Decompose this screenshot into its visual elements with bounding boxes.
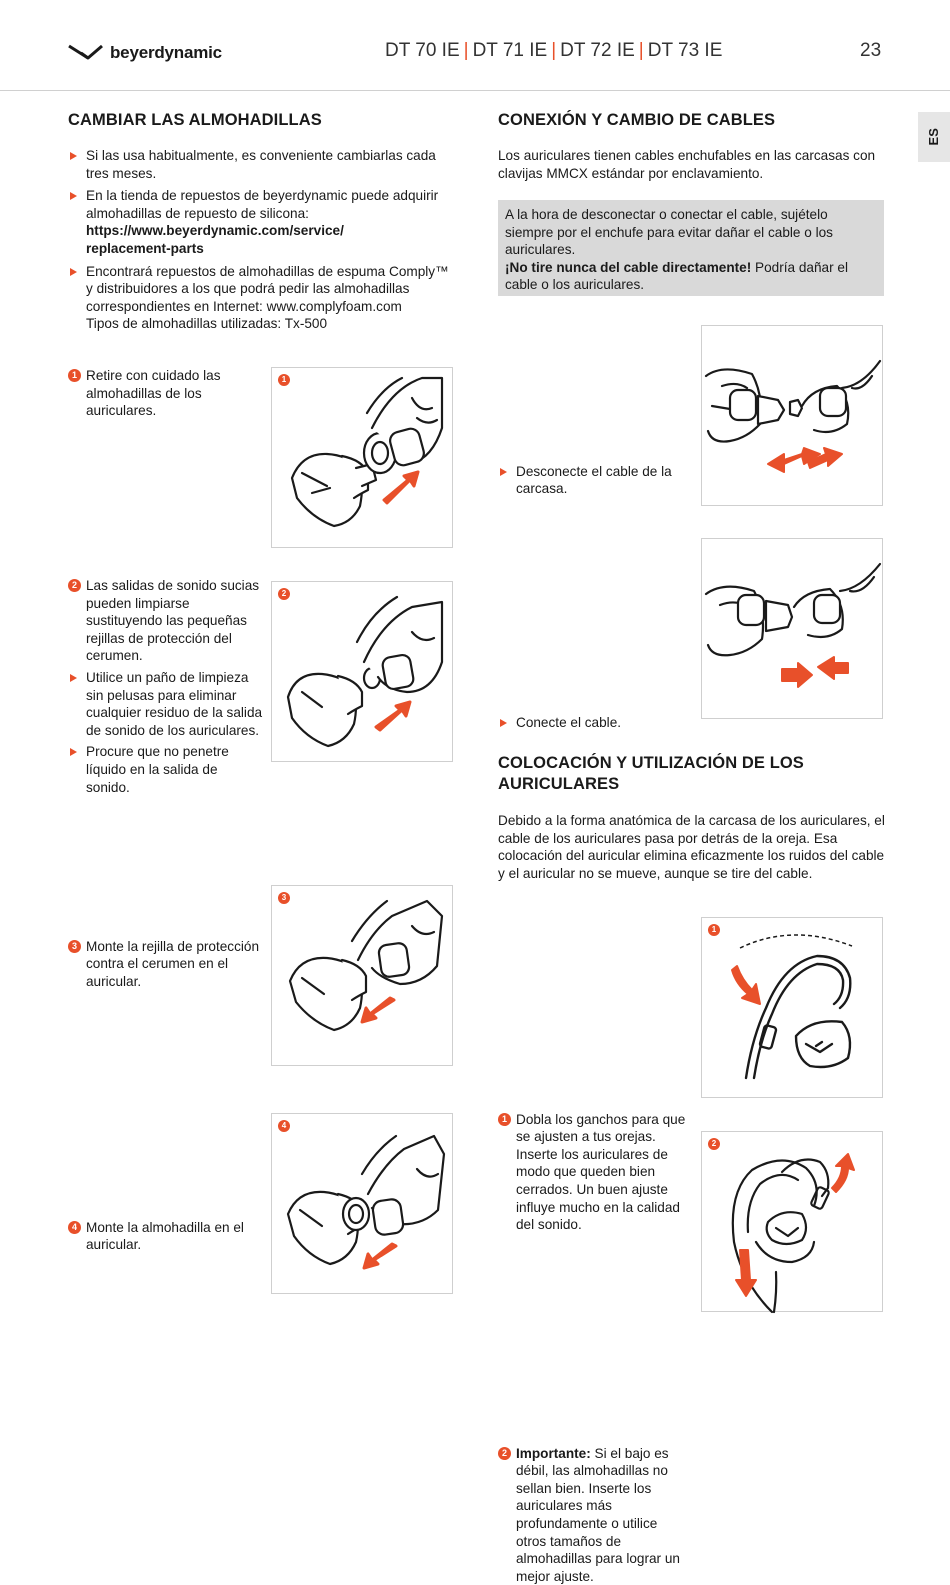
- brand-name: beyerdynamic: [110, 43, 222, 63]
- bullet-text: Desconecte el cable de la carcasa.: [516, 463, 672, 497]
- step-text: Monte la almohadilla en el auricular.: [86, 1219, 244, 1253]
- section-title-fitting: COLOCACIÓN Y UTILIZACIÓN DE LOS AURICULARES: [498, 754, 804, 793]
- section-title-ear-tips: CAMBIAR LAS ALMOHADILLAS: [68, 111, 322, 129]
- step-1: [68, 367, 258, 420]
- figure-bend-hooks: [701, 917, 883, 1098]
- language-tab: [918, 112, 950, 162]
- step-text: Monte la rejilla de protección contra el cerumen en el auricular.: [86, 938, 260, 989]
- ear-hook-illustration-icon: [702, 918, 884, 1099]
- cable-disconnect-illustration-icon: [702, 326, 884, 507]
- step-number-badge: 2: [68, 579, 81, 592]
- figure-mount-tip: [271, 1113, 453, 1294]
- disconnect-step: [498, 463, 678, 498]
- cables-intro: Los auriculares tienen cables enchufables en las carcasas con clavijas MMCX estándar por enclavamiento.: [498, 148, 876, 181]
- fitting-step-2: [498, 1445, 690, 1585]
- cable-warning-note: [498, 200, 884, 296]
- replacement-parts-link-cont[interactable]: replacement-parts: [86, 240, 204, 256]
- step-3: [68, 938, 263, 991]
- model-name: DT 71 IE: [472, 40, 548, 61]
- model-separator: |: [638, 40, 644, 61]
- step-number-badge: 3: [68, 940, 81, 953]
- model-name: DT 70 IE: [385, 40, 460, 61]
- step-number-badge: 1: [498, 1113, 511, 1126]
- note-tail: Podría dañar el cable o los auriculares.: [505, 259, 848, 293]
- model-separator: |: [551, 40, 557, 61]
- bullet-text: Procure que no penetre líquido en la salida de sonido.: [86, 744, 229, 795]
- model-name: DT 73 IE: [647, 40, 723, 61]
- step-2: [68, 577, 263, 665]
- figure-number: 1: [278, 374, 290, 386]
- step-number-badge: 1: [68, 369, 81, 382]
- step-text: Si el bajo es débil, las almohadillas no sellan bien. Inserte los auriculares más profundamente o utilice otros tamaños de almohadillas para lograr un mejor ajuste.: [516, 1445, 680, 1584]
- bullet-text: Conecte el cable.: [516, 714, 622, 730]
- ear-tips-bullets: [68, 147, 458, 333]
- list-item: [68, 263, 458, 333]
- list-item: [68, 669, 263, 739]
- note-warning-bold: ¡No tire nunca del cable directamente!: [505, 259, 752, 275]
- fitting-step-1: [498, 1111, 690, 1234]
- step-text: Retire con cuidado las almohadillas de los auriculares.: [86, 368, 221, 419]
- earphone-filter-illustration-icon: [272, 582, 454, 763]
- note-text: A la hora de desconectar o conectar el cable, sujételo siempre por el enchufe para evitar dañar el cable o los auriculares.: [505, 207, 833, 258]
- earphone-mount-filter-illustration-icon: [272, 886, 454, 1067]
- figure-mount-filter: [271, 885, 453, 1066]
- page-number: 23: [860, 40, 882, 61]
- cable-connect-illustration-icon: [702, 539, 884, 720]
- step-text: Las salidas de sonido sucias pueden limpiarse sustituyendo las pequeñas rejillas de protección del cerumen.: [86, 578, 260, 664]
- figure-number: 3: [278, 892, 290, 904]
- section-title-cables: CONEXIÓN Y CAMBIO DE CABLES: [498, 111, 776, 129]
- step-4: [68, 1219, 258, 1254]
- step-2-block: [68, 577, 263, 796]
- beyerdynamic-logo-icon: [68, 43, 104, 63]
- step-number-badge: 4: [68, 1221, 81, 1234]
- bullet-text: Si las usa habitualmente, es conveniente cambiarlas cada tres meses.: [86, 148, 436, 181]
- figure-disconnect-cable: [701, 325, 883, 506]
- connect-step: [498, 714, 678, 732]
- figure-number: 4: [278, 1120, 290, 1132]
- model-separator: |: [463, 40, 469, 61]
- language-label: ES: [926, 128, 942, 146]
- bullet-text: Encontrará repuestos de almohadillas de espuma Comply™ y distribuidores a los que podrá pedir las almohadillas correspondientes en Internet: www.complyfoam.com: [86, 263, 449, 314]
- step-number-badge: 2: [498, 1447, 511, 1460]
- model-name: DT 72 IE: [560, 40, 635, 61]
- list-item: [68, 743, 263, 796]
- earphone-hand-illustration-icon: [272, 368, 454, 549]
- figure-number: 2: [708, 1138, 720, 1150]
- ear-fit-illustration-icon: [702, 1132, 884, 1313]
- bullet-text: Utilice un paño de limpieza sin pelusas para eliminar cualquier residuo de la salida de sonido de los auriculares.: [86, 669, 263, 738]
- list-item: [68, 187, 458, 257]
- important-label: Importante:: [516, 1445, 591, 1461]
- figure-connect-cable: [701, 538, 883, 719]
- model-list: [385, 42, 722, 60]
- figure-number: 2: [278, 588, 290, 600]
- earphone-mount-tip-illustration-icon: [272, 1114, 454, 1295]
- brand-logo: [68, 40, 222, 66]
- fitting-intro: Debido a la forma anatómica de la carcasa de los auriculares, el cable de los auriculares pasa por detrás de la oreja. Esa colocación del auricular elimina eficazmente los ruidos del cable y el auricular no se mueve, aunque se tire del cable.: [498, 813, 885, 881]
- tips-text: Tipos de almohadillas utilizadas: Tx-500: [86, 316, 328, 332]
- figure-insert-deeper: [701, 1131, 883, 1312]
- header-divider: [0, 90, 950, 91]
- figure-remove-tip: [271, 367, 453, 548]
- figure-remove-filter: [271, 581, 453, 762]
- replacement-parts-link[interactable]: https://www.beyerdynamic.com/service/: [86, 223, 344, 239]
- list-item: [68, 147, 458, 182]
- bullet-text: En la tienda de repuestos de beyerdynamic puede adquirir almohadillas de repuesto de silicona:: [86, 188, 439, 221]
- figure-number: 1: [708, 924, 720, 936]
- step-text: Dobla los ganchos para que se ajusten a tus orejas. Inserte los auriculares de modo que queden bien cerrados. Un buen ajuste influye mucho en la calidad del sonido.: [516, 1111, 686, 1233]
